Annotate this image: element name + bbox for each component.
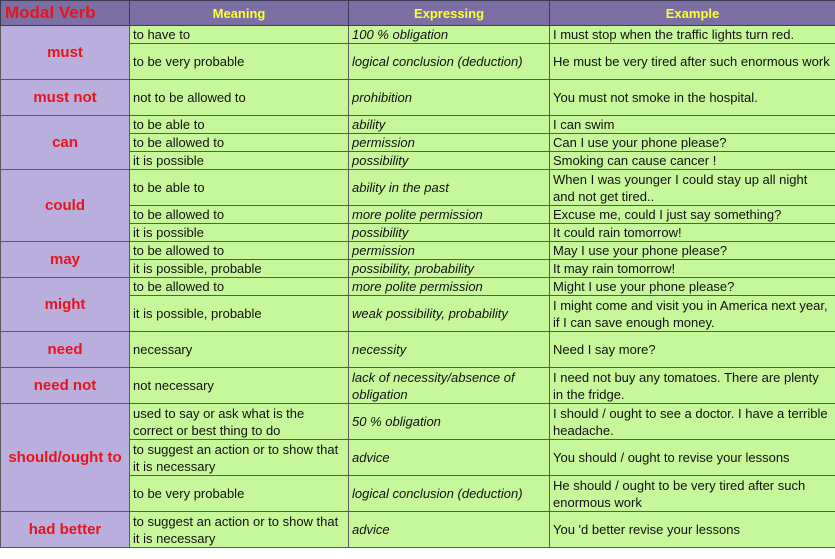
meaning-cell: to be able to <box>130 170 349 206</box>
header-example: Example <box>550 1 835 26</box>
meaning-cell: to suggest an action or to show that it is necessary <box>130 512 349 548</box>
expressing-cell: 50 % obligation <box>349 404 550 440</box>
header-modal-verb: Modal Verb <box>1 1 130 26</box>
expressing-cell: advice <box>349 440 550 476</box>
table-row <box>1 332 835 368</box>
example-cell: Excuse me, could I just say something? <box>550 206 835 224</box>
example-cell: He should / ought to be very tired after such enormous work <box>550 476 835 512</box>
meaning-cell: to be allowed to <box>130 206 349 224</box>
example-cell: You should / ought to revise your lessons <box>550 440 835 476</box>
meaning-cell: to suggest an action or to show that it is necessary <box>130 440 349 476</box>
modal-verb-cell: can <box>1 116 130 170</box>
expressing-cell: possibility <box>349 152 550 170</box>
expressing-cell: prohibition <box>349 80 550 116</box>
example-cell: I can swim <box>550 116 835 134</box>
expressing-cell: 100 % obligation <box>349 26 550 44</box>
table-row <box>1 26 835 44</box>
example-cell: I need not buy any tomatoes. There are plenty in the fridge. <box>550 368 835 404</box>
expressing-cell: weak possibility, probability <box>349 296 550 332</box>
meaning-cell: not to be allowed to <box>130 80 349 116</box>
expressing-cell: logical conclusion (deduction) <box>349 476 550 512</box>
meaning-cell: to be allowed to <box>130 134 349 152</box>
meaning-cell: to be very probable <box>130 476 349 512</box>
example-cell: May I use your phone please? <box>550 242 835 260</box>
modal-verb-cell: must not <box>1 80 130 116</box>
modal-verb-cell: had better <box>1 512 130 548</box>
meaning-cell: it is possible, probable <box>130 260 349 278</box>
expressing-cell: necessity <box>349 332 550 368</box>
meaning-cell: to be very probable <box>130 44 349 80</box>
table-row <box>1 368 835 404</box>
meaning-cell: to have to <box>130 26 349 44</box>
expressing-cell: logical conclusion (deduction) <box>349 44 550 80</box>
modal-verb-cell: should/ought to <box>1 404 130 512</box>
example-cell: I might come and visit you in America next year, if I can save enough money. <box>550 296 835 332</box>
table-row <box>1 404 835 440</box>
modal-verb-cell: might <box>1 278 130 332</box>
expressing-cell: more polite permission <box>349 206 550 224</box>
expressing-cell: permission <box>349 242 550 260</box>
table-row <box>1 278 835 296</box>
meaning-cell: necessary <box>130 332 349 368</box>
expressing-cell: possibility <box>349 224 550 242</box>
modal-verb-cell: need <box>1 332 130 368</box>
example-cell: He must be very tired after such enormous work <box>550 44 835 80</box>
meaning-cell: it is possible <box>130 224 349 242</box>
table-row <box>1 116 835 134</box>
example-cell: It could rain tomorrow! <box>550 224 835 242</box>
example-cell: I should / ought to see a doctor. I have a terrible headache. <box>550 404 835 440</box>
table-row <box>1 80 835 116</box>
example-cell: When I was younger I could stay up all night and not get tired.. <box>550 170 835 206</box>
expressing-cell: permission <box>349 134 550 152</box>
example-cell: Need I say more? <box>550 332 835 368</box>
header-expressing: Expressing <box>349 1 550 26</box>
header-row <box>1 1 835 26</box>
modal-verb-cell: must <box>1 26 130 80</box>
example-cell: It may rain tomorrow! <box>550 260 835 278</box>
expressing-cell: advice <box>349 512 550 548</box>
example-cell: You must not smoke in the hospital. <box>550 80 835 116</box>
expressing-cell: ability <box>349 116 550 134</box>
meaning-cell: not necessary <box>130 368 349 404</box>
meaning-cell: to be able to <box>130 116 349 134</box>
expressing-cell: possibility, probability <box>349 260 550 278</box>
meaning-cell: it is possible, probable <box>130 296 349 332</box>
table-row <box>1 512 835 548</box>
example-cell: Smoking can cause cancer ! <box>550 152 835 170</box>
meaning-cell: it is possible <box>130 152 349 170</box>
expressing-cell: more polite permission <box>349 278 550 296</box>
table-row <box>1 170 835 206</box>
meaning-cell: to be allowed to <box>130 278 349 296</box>
expressing-cell: lack of necessity/absence of obligation <box>349 368 550 404</box>
example-cell: You 'd better revise your lessons <box>550 512 835 548</box>
modal-verb-cell: could <box>1 170 130 242</box>
example-cell: I must stop when the traffic lights turn red. <box>550 26 835 44</box>
expressing-cell: ability in the past <box>349 170 550 206</box>
table-row <box>1 242 835 260</box>
example-cell: Might I use your phone please? <box>550 278 835 296</box>
meaning-cell: used to say or ask what is the correct or best thing to do <box>130 404 349 440</box>
modal-verb-cell: may <box>1 242 130 278</box>
header-meaning: Meaning <box>130 1 349 26</box>
example-cell: Can I use your phone please? <box>550 134 835 152</box>
modal-verb-cell: need not <box>1 368 130 404</box>
meaning-cell: to be allowed to <box>130 242 349 260</box>
